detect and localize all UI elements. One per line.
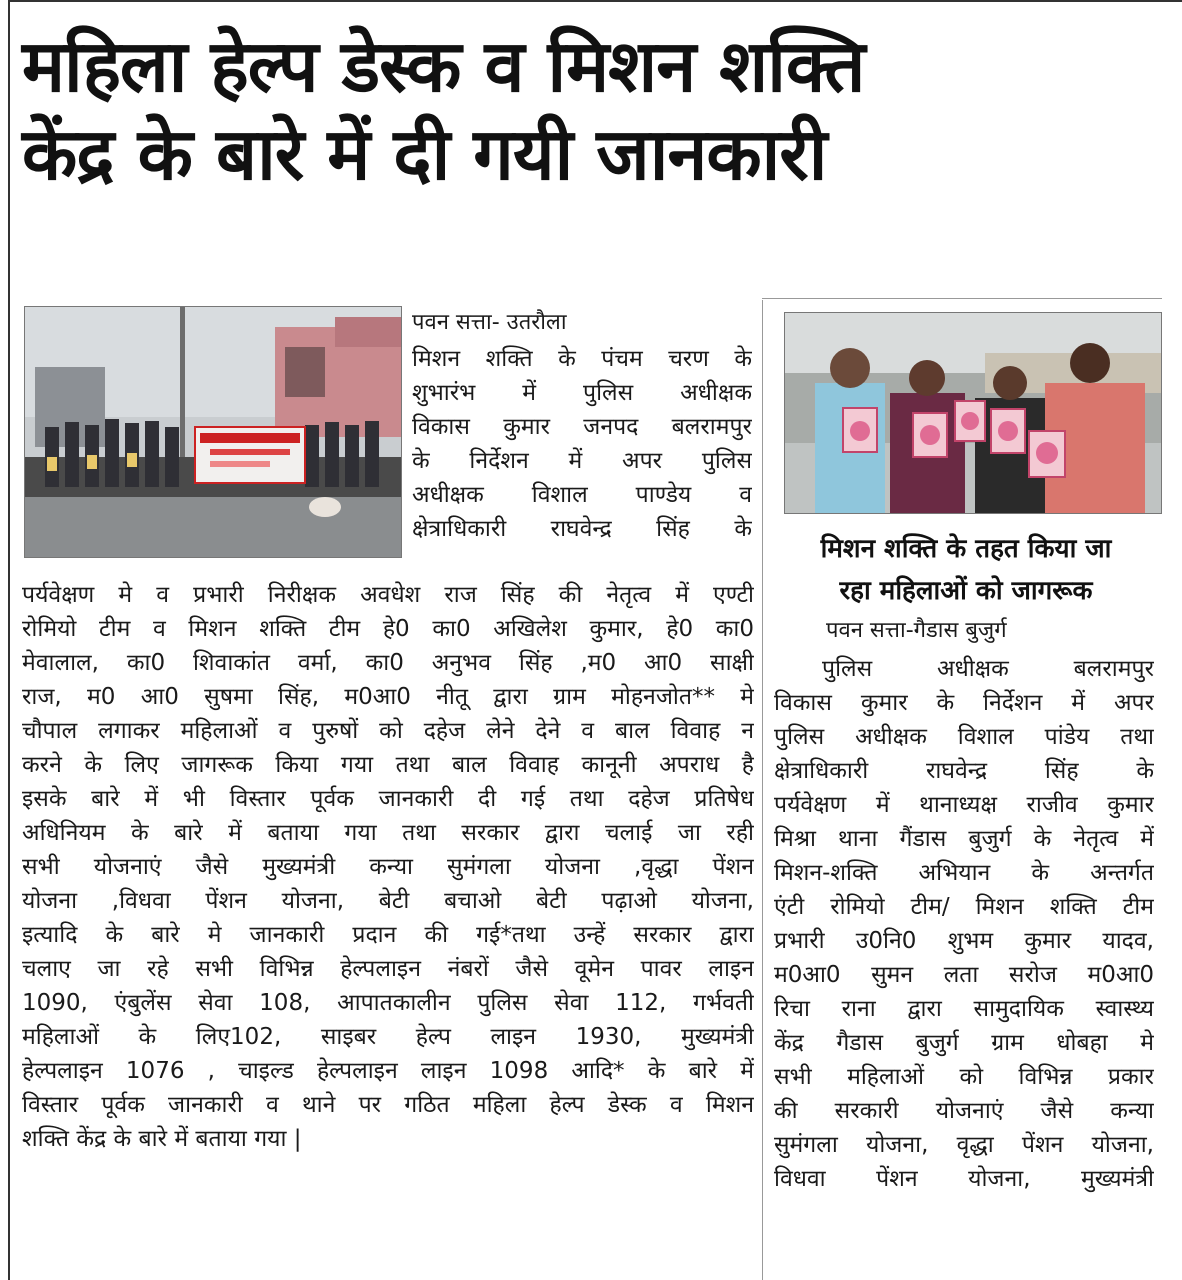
body-line: क्षेत्राधिकारी राघवेन्द्र सिंह के <box>412 516 752 542</box>
side-headline <box>772 528 1160 612</box>
main-headline <box>22 22 1172 198</box>
body-line: मेवालाल, का0 शिवाकांत वर्मा, का0 अनुभव सिंह ,म0 आ0 साक्षी <box>22 650 754 676</box>
body-line: मिश्रा थाना गैंडास बुजुर्ग के नेतृत्व में <box>774 826 1154 852</box>
body-line: करने के लिए जागरूक किया गया तथा बाल विवाह कानूनी अपराध है <box>22 752 754 778</box>
body-line: पर्यवेक्षण मे व प्रभारी निरीक्षक अवधेश राज सिंह की नेतृत्व में एण्टी <box>22 582 754 608</box>
body-line: की सरकारी योजनाएं जैसे कन्या <box>774 1098 1154 1124</box>
body-line: चलाए जा रहे सभी विभिन्न हेल्पलाइन नंबरों जैसे वूमेन पावर लाइन <box>22 956 754 982</box>
main-body-full <box>22 578 754 1156</box>
body-line: अधिनियम के बारे में बताया गया तथा सरकार द्वारा चलाई जा रही <box>22 820 754 846</box>
body-line: के निर्देशन में अपर पुलिस <box>412 448 752 474</box>
main-headline-line: केंद्र के बारे में दी गयी जानकारी <box>22 112 827 196</box>
body-line: 1090, एंबुलेंस सेवा 108, आपातकालीन पुलिस सेवा 112, गर्भवती <box>22 990 754 1016</box>
body-line: विस्तार पूर्वक जानकारी व थाने पर गठित महिला हेल्प डेस्क व मिशन <box>22 1092 754 1118</box>
body-line: राज, म0 आ0 सुषमा सिंह, म0आ0 नीतू द्वारा ग्राम मोहनजोत** मे <box>22 684 754 710</box>
main-headline-line: महिला हेल्प डेस्क व मिशन शक्ति <box>22 24 865 108</box>
body-line: मिशन-शक्ति अभियान के अन्तर्गत <box>774 860 1154 886</box>
body-line: केंद्र गैडास बुजुर्ग ग्राम धोबहा मे <box>774 1030 1154 1056</box>
body-line: हेल्पलाइन 1076 , चाइल्ड हेल्पलाइन लाइन 1098 आदि* के बारे में <box>22 1058 754 1084</box>
side-byline: पवन सत्ता-गैडास बुजुर्ग <box>826 618 1007 643</box>
women-photo <box>784 312 1162 514</box>
page-border-top <box>8 0 1182 2</box>
body-line: रिचा राना द्वारा सामुदायिक स्वास्थ्य <box>774 996 1154 1022</box>
side-headline-line: मिशन शक्ति के तहत किया जा <box>820 534 1112 564</box>
body-line: सभी योजनाएं जैसे मुख्यमंत्री कन्या सुमंगला योजना ,वृद्धा पेंशन <box>22 854 754 880</box>
column-rule <box>762 300 763 1280</box>
body-line: रोमियो टीम व मिशन शक्ति टीम हे0 का0 अखिलेश कुमार, हे0 का0 <box>22 616 754 642</box>
body-line: पुलिस अधीक्षक विशाल पांडेय तथा <box>774 724 1154 750</box>
rally-photo <box>24 306 402 558</box>
body-line: सभी महिलाओं को विभिन्न प्रकार <box>774 1064 1154 1090</box>
body-line: विकास कुमार के निर्देशन में अपर <box>774 690 1154 716</box>
body-line: शक्ति केंद्र के बारे में बताया गया | <box>22 1126 302 1152</box>
body-line: क्षेत्राधिकारी राघवेन्द्र सिंह के <box>774 758 1154 784</box>
body-line: इत्यादि के बारे मे जानकारी प्रदान की गई*तथा उन्हें सरकार द्वारा <box>22 922 754 948</box>
body-line: एंटी रोमियो टीम/ मिशन शक्ति टीम <box>774 894 1154 920</box>
body-line: मिशन शक्ति के पंचम चरण के <box>412 346 752 372</box>
body-line: इसके बारे में भी विस्तार पूर्वक जानकारी दी गई तथा दहेज प्रतिषेध <box>22 786 754 812</box>
body-line: चौपाल लगाकर महिलाओं व पुरुषों को दहेज लेने देने व बाल विवाह न <box>22 718 754 744</box>
body-line: सुमंगला योजना, वृद्धा पेंशन योजना, <box>774 1132 1154 1158</box>
body-line: प्रभारी उ0नि0 शुभम कुमार यादव, <box>774 928 1154 954</box>
body-line: योजना ,विधवा पेंशन योजना, बेटी बचाओ बेटी पढ़ाओ योजना, <box>22 888 754 914</box>
body-line: पुलिस अधीक्षक बलरामपुर <box>822 656 1154 682</box>
main-body-top <box>412 342 752 546</box>
body-line: विकास कुमार जनपद बलरामपुर <box>412 414 752 440</box>
side-headline-line: रहा महिलाओं को जागरूक <box>839 576 1093 606</box>
main-byline: पवन सत्ता- उतरौला <box>412 310 567 335</box>
body-line: पर्यवेक्षण में थानाध्यक्ष राजीव कुमार <box>774 792 1154 818</box>
page-border-left <box>8 0 10 1280</box>
body-line: विधवा पेंशन योजना, मुख्यमंत्री <box>774 1166 1154 1192</box>
body-line: म0आ0 सुमन लता सरोज म0आ0 <box>774 962 1154 988</box>
body-line: शुभारंभ में पुलिस अधीक्षक <box>412 380 752 406</box>
body-line: महिलाओं के लिए102, साइबर हेल्प लाइन 1930, मुख्यमंत्री <box>22 1024 754 1050</box>
side-body <box>774 652 1154 1196</box>
column-rule-top <box>762 298 1162 299</box>
body-line: अधीक्षक विशाल पाण्डेय व <box>412 482 752 508</box>
